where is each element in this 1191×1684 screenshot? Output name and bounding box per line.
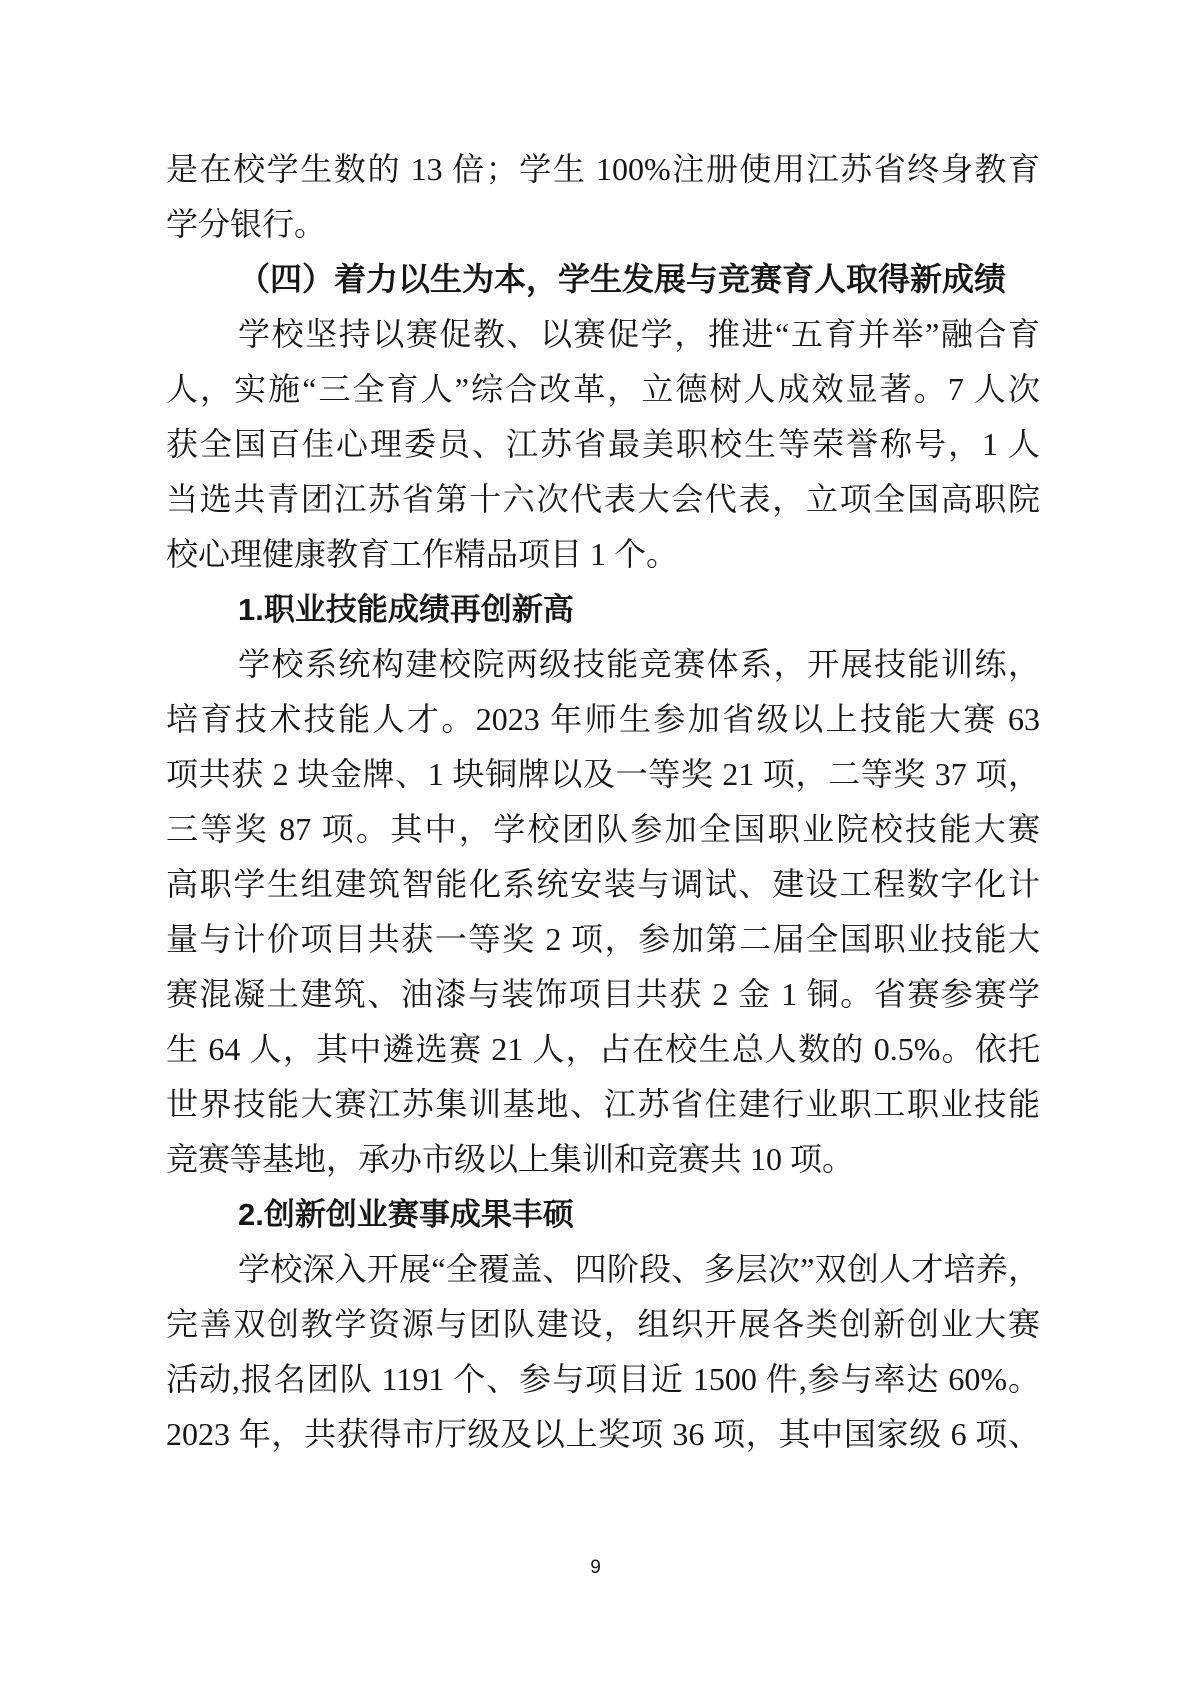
text-line: 竞赛等基地，承办市级以上集训和竞赛共 10 项。 <box>166 1141 855 1177</box>
paragraph <box>166 637 1040 1187</box>
text-line: 培育技术技能人才。2023 年师生参加省级以上技能大赛 63 <box>166 701 1040 737</box>
text-line: 学校深入开展“全覆盖、四阶段、多层次”双创人才培养， <box>238 1251 1040 1287</box>
text-line: 学校坚持以赛促教、以赛促学，推进“五育并举”融合育 <box>238 316 1040 352</box>
page-number: 9 <box>590 1557 601 1578</box>
text-line: 学分银行。 <box>166 206 327 242</box>
document-content <box>166 142 1040 1462</box>
paragraph-continuation <box>166 142 1040 252</box>
numbered-heading-text: 1.职业技能成绩再创新高 <box>238 592 574 627</box>
section-heading-text: （四）着力以生为本，学生发展与竞赛育人取得新成绩 <box>238 261 1007 297</box>
paragraph <box>166 307 1040 582</box>
text-line: 校心理健康教育工作精品项目 1 个。 <box>166 536 679 572</box>
text-line: 当选共青团江苏省第十六次代表大会代表，立项全国高职院 <box>166 481 1040 517</box>
text-line: 获全国百佳心理委员、江苏省最美职校生等荣誉称号，1 人 <box>166 426 1040 462</box>
text-line: 学校系统构建校院两级技能竞赛体系，开展技能训练， <box>238 646 1040 682</box>
text-line: 高职学生组建筑智能化系统安装与调试、建设工程数字化计 <box>166 866 1040 902</box>
numbered-heading-text: 2.创新创业赛事成果丰硕 <box>238 1197 574 1232</box>
text-line: 项共获 2 块金牌、1 块铜牌以及一等奖 21 项，二等奖 37 项， <box>166 756 1040 792</box>
text-line: 2023 年，共获得市厅级及以上奖项 36 项，其中国家级 6 项、 <box>166 1416 1040 1452</box>
text-line: 赛混凝土建筑、油漆与装饰项目共获 2 金 1 铜。省赛参赛学 <box>166 976 1040 1012</box>
text-line: 完善双创教学资源与团队建设，组织开展各类创新创业大赛 <box>166 1306 1040 1342</box>
text-line: 是在校学生数的 13 倍；学生 100%注册使用江苏省终身教育 <box>166 151 1040 187</box>
numbered-heading <box>166 582 1040 637</box>
text-line: 量与计价项目共获一等奖 2 项，参加第二届全国职业技能大 <box>166 921 1040 957</box>
text-line: 活动,报名团队 1191 个、参与项目近 1500 件,参与率达 60%。 <box>166 1361 1040 1397</box>
text-line: 三等奖 87 项。其中，学校团队参加全国职业院校技能大赛 <box>166 811 1040 847</box>
section-heading <box>166 252 1040 307</box>
paragraph <box>166 1242 1040 1462</box>
text-line: 人，实施“三全育人”综合改革，立德树人成效显著。7 人次 <box>166 371 1040 407</box>
numbered-heading <box>166 1187 1040 1242</box>
text-line: 生 64 人，其中遴选赛 21 人，占在校生总人数的 0.5%。依托 <box>166 1031 1040 1067</box>
text-line: 世界技能大赛江苏集训基地、江苏省住建行业职工职业技能 <box>166 1086 1040 1122</box>
